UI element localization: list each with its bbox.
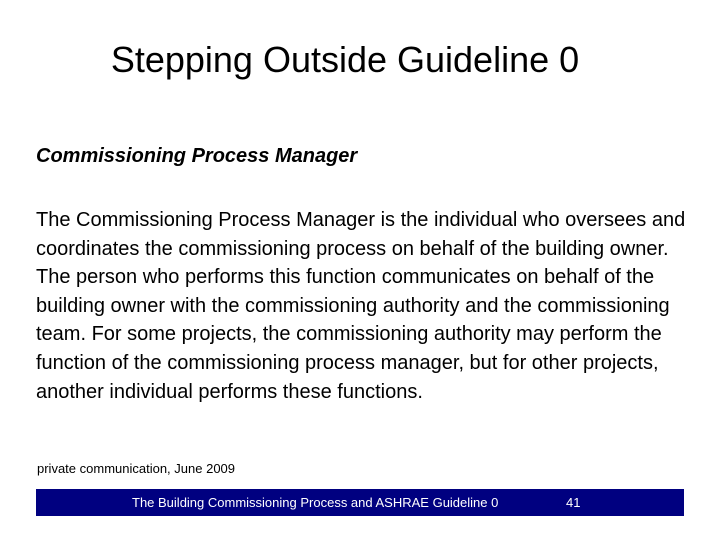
source-note: private communication, June 2009 [37, 461, 236, 476]
slide-title: Stepping Outside Guideline 0 [110, 39, 580, 80]
footer-bar [36, 489, 684, 516]
page-number: 41 [566, 495, 581, 510]
footer-text: The Building Commissioning Process and ASHRAE Guideline 0 [132, 495, 499, 510]
section-heading: Commissioning Process Manager [36, 145, 358, 167]
body-paragraph: The Commissioning Process Manager is the individual who oversees and coordinates the commissioning process on behalf of the building owner. The person who performs this function communicates on behalf of the building owner with the commissioning authority and the commissioning team. For some projects, the commissioning authority may perform the function of the commissioning process manager, but for other projects, another individual performs these functions. [36, 209, 686, 403]
